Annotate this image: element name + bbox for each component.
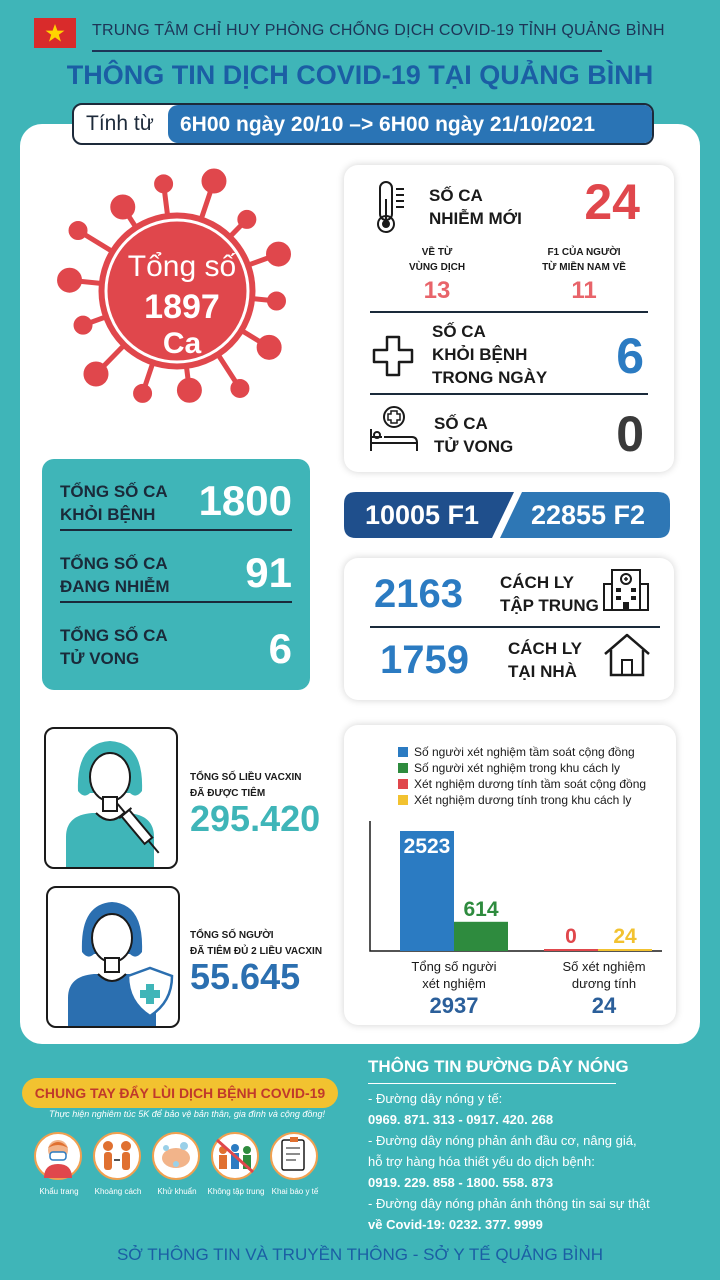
virus-spike-tip	[266, 242, 290, 266]
summary-label: KHỎI BỆNH	[60, 504, 156, 524]
fully-vaccinated-value: 55.645	[190, 956, 301, 997]
category-label	[384, 959, 524, 993]
chart-value-label: 2523	[403, 835, 451, 858]
hotline-title: THÔNG TIN ĐƯỜNG DÂY NÓNG	[368, 1057, 629, 1076]
fully-vaccinated-label-2: ĐÃ TIÊM ĐỦ 2 LIỀU VACXIN	[190, 946, 323, 957]
campaign-item-label: Không tập trung	[207, 1187, 265, 1196]
summary-deaths	[60, 615, 292, 675]
category-label	[534, 959, 674, 993]
summary-label: TỔNG SỐ CA	[60, 482, 168, 501]
period-box	[72, 103, 654, 145]
new-cases-label	[429, 185, 522, 231]
period-label: Tính từ	[86, 112, 154, 135]
summary-active	[60, 543, 292, 603]
no-gathering-icon	[211, 1132, 259, 1180]
f1-count: 10005 F1	[364, 500, 480, 530]
summary-label: TỔNG SỐ CA	[60, 626, 168, 645]
deaths-today-label-1: SỐ CA	[434, 414, 488, 433]
campaign-item-label: Khai báo y tế	[271, 1187, 319, 1196]
central-isolation-value: 2163	[374, 572, 463, 616]
category-total: 2937	[429, 993, 479, 1018]
recovered-today-label	[432, 321, 547, 390]
new-cases-value: 24	[584, 174, 640, 230]
chart-value-label: 614	[463, 897, 499, 921]
chart-value-label: 0	[565, 925, 577, 948]
virus-spike-tip	[58, 268, 82, 292]
total-unit: Ca	[162, 327, 202, 360]
virus-spike-tip	[202, 169, 226, 193]
recovered-today-label-2: KHỎI BỆNH	[432, 344, 528, 364]
central-isolation-label-2: TẬP TRUNG	[500, 595, 599, 615]
virus-spike-tip	[238, 210, 256, 228]
legend-label: Xét nghiệm dương tính trong khu cách ly	[414, 793, 632, 807]
vietnam-flag-icon	[34, 18, 76, 48]
deaths-today-label	[434, 413, 513, 459]
chart-bar	[544, 949, 598, 951]
virus-spike-tip	[268, 292, 286, 310]
virus-spike-tip	[177, 378, 201, 402]
summary-value: 1800	[198, 477, 292, 524]
face-mask-icon	[34, 1132, 82, 1180]
virus-spike-tip	[84, 362, 108, 386]
category-label-line: dương tính	[571, 975, 637, 991]
campaign-item-label: Khẩu trang	[39, 1187, 79, 1196]
hospital-building-icon	[602, 568, 650, 612]
hand-washing-icon	[152, 1132, 200, 1180]
home-isolation-label	[508, 638, 582, 684]
legend-label: Xét nghiệm dương tính tầm soát cộng đồng	[414, 777, 647, 791]
category-label-line: Số xét nghiệm	[562, 959, 646, 974]
f1-south-label-2: TỪ MIỀN NAM VỀ	[542, 262, 626, 273]
legend-label: Số người xét nghiệm trong khu cách ly	[414, 761, 621, 775]
virus-spike-tip	[69, 221, 87, 239]
fully-vaccinated-frame	[46, 886, 180, 1028]
recovered-today-label-3: TRONG NGÀY	[432, 367, 548, 387]
vaccinated-person-frame	[44, 727, 178, 869]
total-value: 1897	[144, 288, 220, 326]
campaign-item-label: Khoảng cách	[94, 1187, 142, 1196]
vaccine-doses-value: 295.420	[190, 798, 321, 839]
testing-chart-card	[344, 725, 676, 1025]
recovered-today-label-1: SỐ CA	[432, 322, 486, 341]
f1-south-label	[519, 245, 649, 275]
campaign-item-label: Khử khuẩn	[157, 1187, 197, 1196]
summary-value: 91	[245, 549, 292, 596]
central-isolation-label-1: CÁCH LY	[500, 573, 574, 592]
hospital-bed-icon	[368, 405, 420, 453]
divider	[370, 311, 648, 313]
fully-vaccinated-label-1: TỔNG SỐ NGƯỜI	[190, 930, 274, 941]
recovered-today-value: 6	[616, 328, 644, 384]
summary-label: TỔNG SỐ CA	[60, 554, 168, 573]
period-value: 6H00 ngày 20/10 –> 6H00 ngày 21/10/2021	[168, 105, 652, 143]
hotline-divider	[368, 1083, 616, 1084]
chart-bar	[454, 922, 508, 951]
f1-south-label-1: F1 CỦA NGƯỜI	[547, 247, 621, 258]
footer: SỞ THÔNG TIN VÀ TRUYỀN THÔNG - SỞ Y TẾ QUẢNG BÌNH	[116, 1245, 604, 1264]
deaths-today-value: 0	[616, 406, 644, 462]
central-isolation-label	[500, 572, 599, 618]
from-zone-value: 13	[423, 277, 451, 304]
distancing-icon	[93, 1132, 141, 1180]
divider	[370, 393, 648, 395]
from-zone-label	[382, 245, 492, 275]
page-title: THÔNG TIN DỊCH COVID-19 TẠI QUẢNG BÌNH	[66, 60, 654, 90]
from-zone-label-1: VỀ TỪ	[421, 247, 453, 258]
summary-recovered	[60, 471, 292, 531]
hotline-line: về Covid-19: 0232. 377. 9999	[368, 1217, 543, 1232]
total-label: Tổng số	[127, 250, 237, 283]
summary-panel	[42, 459, 310, 690]
campaign-banner: CHUNG TAY ĐẨY LÙI DỊCH BỆNH COVID-19	[22, 1078, 338, 1108]
summary-label: TỬ VONG	[60, 648, 140, 668]
chart-value-label: 24	[613, 925, 637, 948]
campaign-subtitle: Thực hiện nghiêm túc 5K để bảo vệ bản thân, gia đình và cộng đồng!	[49, 1109, 325, 1119]
summary-value: 6	[268, 625, 292, 672]
protected-woman-icon	[48, 888, 178, 1026]
header-divider	[92, 50, 602, 52]
health-declaration-icon	[270, 1132, 318, 1180]
home-isolation-value: 1759	[380, 638, 469, 682]
hotline-phone: 0969. 871. 313 - 0917. 420. 268	[368, 1112, 554, 1127]
legend-label: Số người xét nghiệm tầm soát cộng đồng	[414, 745, 635, 759]
new-cases-label-1: SỐ CA	[429, 186, 483, 205]
medical-cross-icon	[372, 335, 414, 377]
category-label-line: Tổng số người	[411, 959, 497, 974]
isolation-card	[344, 558, 674, 700]
chart-bar	[598, 949, 652, 951]
total-cases	[108, 250, 256, 361]
virus-spike-tip	[155, 175, 173, 193]
home-isolation-label-2: TẠI NHÀ	[508, 661, 577, 681]
vaccine-doses-label-2: ĐÃ ĐƯỢC TIÊM	[190, 788, 266, 799]
virus-spike-tip	[231, 379, 249, 397]
virus-spike-tip	[74, 316, 92, 334]
house-icon	[602, 632, 652, 678]
hotline-line: - Đường dây nóng phản ánh đầu cơ, nâng giá,	[368, 1133, 637, 1148]
vaccinated-woman-icon	[46, 729, 176, 867]
f2-count: 22855 F2	[530, 500, 646, 530]
from-zone-label-2: VÙNG DỊCH	[408, 262, 466, 273]
new-cases-label-2: NHIỄM MỚI	[429, 208, 522, 228]
contacts-banner	[344, 492, 670, 538]
category-total: 24	[591, 993, 617, 1018]
organization-name: TRUNG TÂM CHỈ HUY PHÒNG CHỐNG DỊCH COVID-19 TỈNH QUẢNG BÌNH	[92, 22, 665, 39]
virus-spike-tip	[134, 384, 152, 402]
hotline-phone: 0919. 229. 858 - 1800. 558. 873	[368, 1175, 554, 1190]
hotline-line: - Đường dây nóng y tế:	[368, 1091, 503, 1106]
hotline-line: hỗ trợ hàng hóa thiết yếu do dịch bệnh:	[368, 1154, 595, 1169]
summary-label: ĐANG NHIỄM	[60, 576, 170, 596]
category-label-line: xét nghiệm	[422, 975, 486, 991]
home-isolation-label-1: CÁCH LY	[508, 639, 582, 658]
divider	[370, 626, 660, 628]
vaccine-doses-label-1: TỔNG SỐ LIỀU VACXIN	[190, 772, 302, 783]
virus-spike-tip	[111, 195, 135, 219]
new-cases-card	[344, 165, 674, 472]
hotline-line: - Đường dây nóng phản ánh thông tin sai sự thật	[368, 1196, 650, 1211]
thermometer-icon	[374, 179, 410, 235]
virus-spike-tip	[257, 335, 281, 359]
f1-south-value: 11	[571, 277, 597, 304]
deaths-today-label-2: TỬ VONG	[434, 436, 514, 456]
